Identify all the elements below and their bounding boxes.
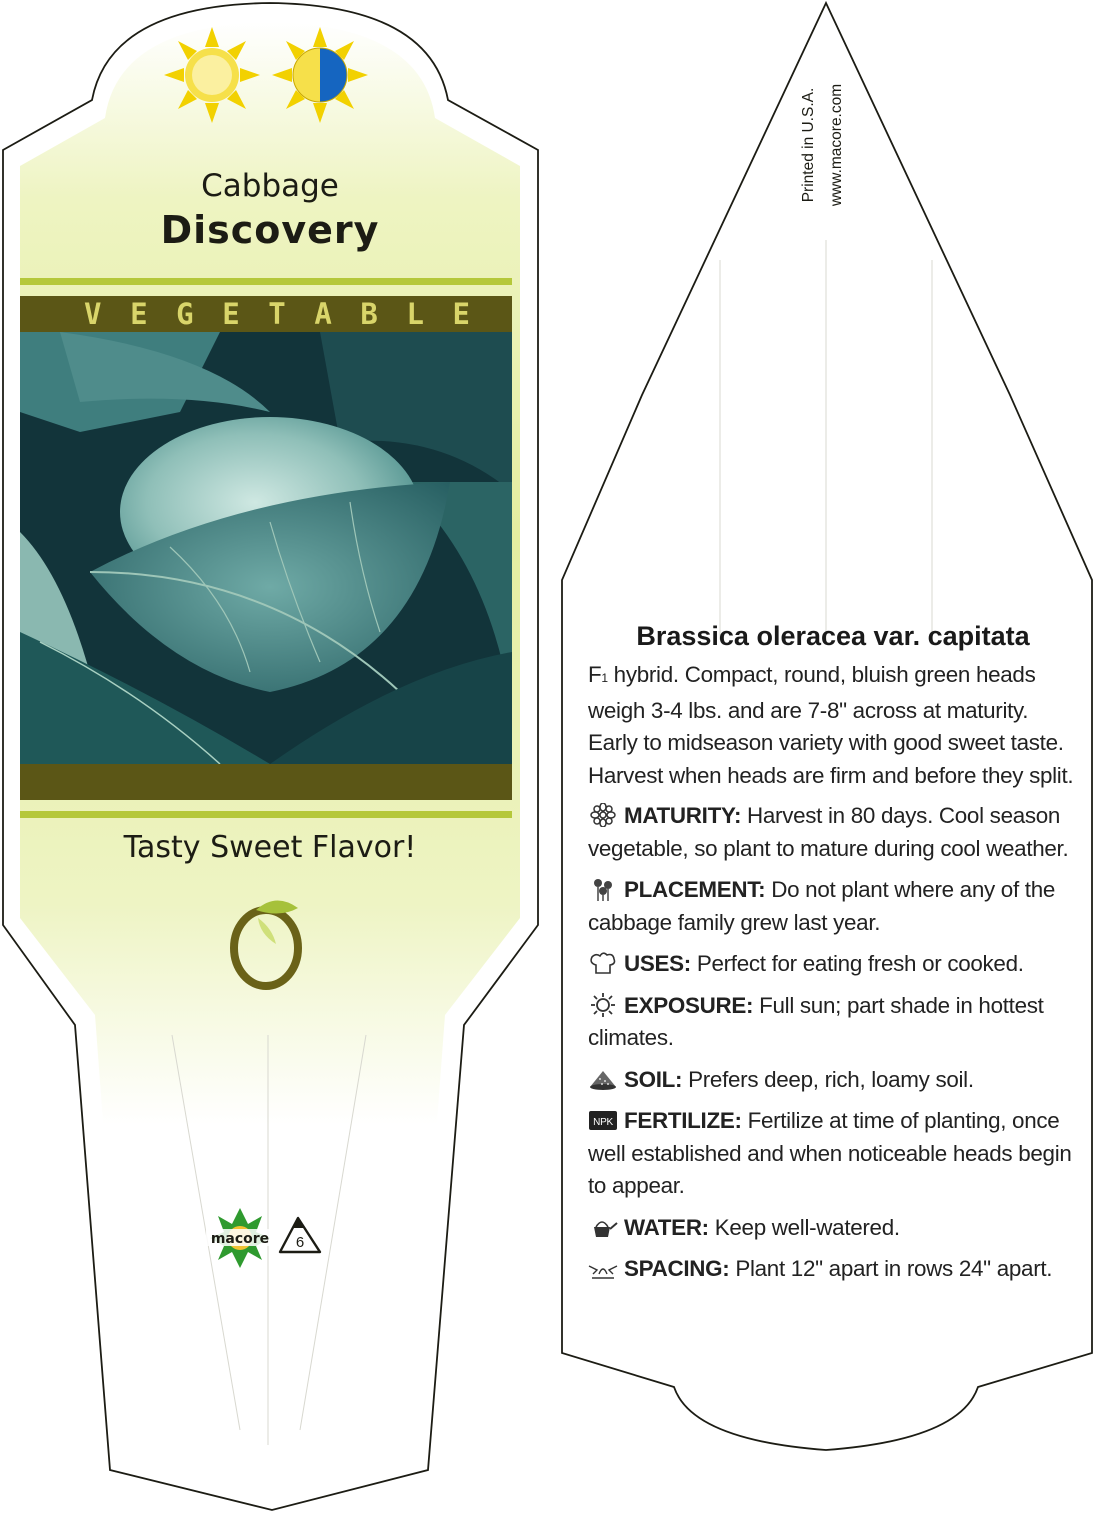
category-label <box>20 296 512 332</box>
part-sun-icon <box>272 27 368 123</box>
stripe-bottom <box>20 811 512 818</box>
category-letter: V <box>84 297 102 331</box>
watering-can-icon <box>588 1215 618 1239</box>
maturity-text: Harvest in 80 days. Cool season vegetable, so plant to mature during cool weather. <box>588 803 1069 861</box>
category-letter: A <box>314 297 332 331</box>
hybrid-sub: 1 <box>601 671 608 685</box>
spacing-icon <box>588 1256 618 1280</box>
recycle-number: 6 <box>295 1234 305 1251</box>
sun-outline-icon <box>588 993 618 1017</box>
soil-label: SOIL: <box>624 1066 683 1092</box>
maturity-label: MATURITY: <box>624 803 742 828</box>
stripe-top <box>20 278 512 285</box>
full-sun-icon <box>164 27 260 123</box>
uses-text: Perfect for eating fresh or cooked. <box>690 951 1024 976</box>
soil-entry <box>588 1064 1078 1097</box>
fertilize-entry <box>588 1105 1078 1203</box>
category-letter: E <box>452 297 470 331</box>
category-letter: T <box>268 297 286 331</box>
back-content <box>588 620 1078 1295</box>
placement-label: PLACEMENT: <box>624 877 766 902</box>
brand-name: macore <box>210 1231 270 1247</box>
category-letter: E <box>130 297 148 331</box>
chef-hat-icon <box>588 951 618 975</box>
placement-text: Do not plant where any of the cabbage family grew last year. <box>588 877 1056 935</box>
soil-text: Prefers deep, rich, loamy soil. <box>682 1066 974 1092</box>
uses-entry <box>588 948 1078 981</box>
water-text: Keep well-watered. <box>708 1214 900 1240</box>
fertilize-text: Fertilize at time of planting, once well established and when noticeable heads begin to appear. <box>588 1108 1072 1198</box>
spacing-label: SPACING: <box>624 1256 730 1281</box>
printed-in: Printed in U.S.A. <box>800 87 817 203</box>
spacing-entry <box>588 1253 1078 1286</box>
placement-entry <box>588 874 1078 939</box>
water-label: WATER: <box>624 1214 709 1240</box>
spacing-text: Plant 12" apart in rows 24" apart. <box>729 1256 1053 1281</box>
scientific-name: Brassica oleracea var. capitata <box>636 621 1030 651</box>
cabbage-photo <box>20 332 512 764</box>
category-letter: G <box>176 297 194 331</box>
category-letter: L <box>406 297 424 331</box>
soil-icon <box>588 1067 618 1091</box>
category-letter: B <box>360 297 378 331</box>
photo-band <box>20 764 512 800</box>
variety-name: Discovery <box>160 208 380 252</box>
hybrid-prefix: F <box>588 662 602 687</box>
description-text: hybrid. Compact, round, bluish green heads weigh 3-4 lbs. and are 7-8" across at maturity. Early to midseason variety with good sweet taste. Harvest when heads are firm and before they split. <box>588 662 1074 788</box>
tagline: Tasty Sweet Flavor! <box>123 830 417 865</box>
fertilize-label: FERTILIZE: <box>624 1108 742 1133</box>
water-entry <box>588 1212 1078 1245</box>
npk-label: NPK <box>593 1117 613 1128</box>
plants-icon <box>588 877 618 901</box>
maturity-entry <box>588 800 1078 865</box>
common-name: Cabbage <box>201 168 339 204</box>
description <box>588 659 1078 792</box>
flower-icon <box>588 803 618 827</box>
exposure-entry <box>588 990 1078 1055</box>
uses-label: USES: <box>624 951 691 976</box>
website: www.macore.com <box>828 83 845 207</box>
printing-info <box>795 15 851 275</box>
npk-icon <box>588 1108 618 1132</box>
category-letter: E <box>222 297 240 331</box>
exposure-label: EXPOSURE: <box>624 992 754 1018</box>
exposure-text: Full sun; part shade in hottest climates. <box>588 992 1044 1050</box>
